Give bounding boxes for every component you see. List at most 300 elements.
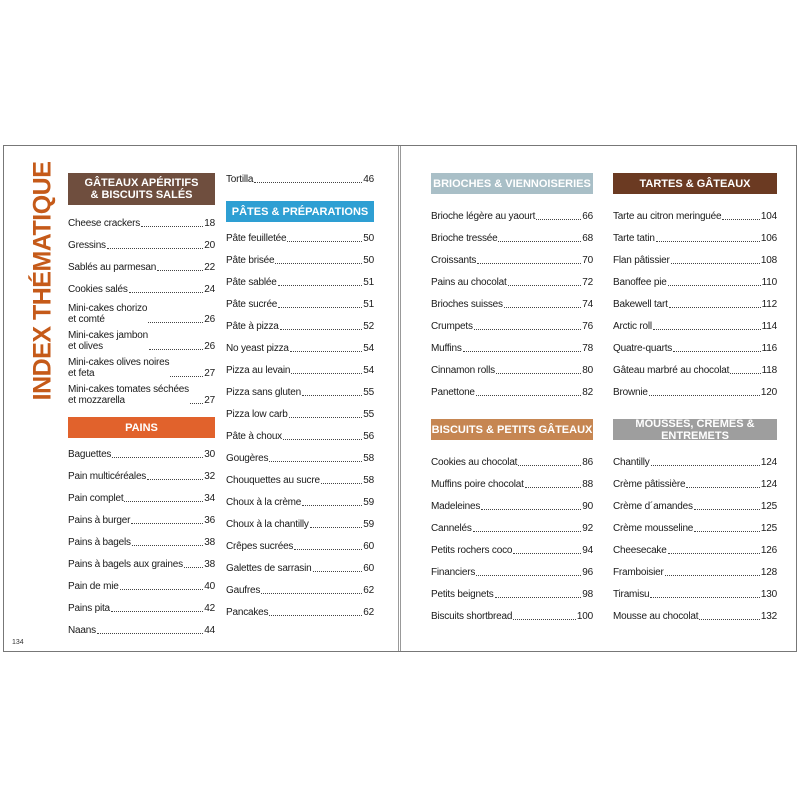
entry-page: 116 xyxy=(761,343,777,354)
entry-name: Choux à la crème xyxy=(226,497,302,508)
dot-leader xyxy=(321,483,362,484)
dot-leader xyxy=(476,575,581,576)
section-title-biscuits: BISCUITS & PETITS GÂTEAUX xyxy=(431,423,593,436)
dot-leader xyxy=(495,597,582,598)
dot-leader xyxy=(313,571,363,572)
dot-leader xyxy=(269,461,362,462)
index-entry xyxy=(68,353,215,380)
entry-name: Biscuits shortbread xyxy=(431,611,513,622)
entry-page: 92 xyxy=(582,523,593,534)
list-mousses xyxy=(613,450,777,626)
dot-leader xyxy=(463,351,582,352)
dot-leader xyxy=(649,395,760,396)
dot-leader xyxy=(513,553,581,554)
dot-leader xyxy=(650,597,760,598)
entry-page: 58 xyxy=(363,453,374,464)
index-entry xyxy=(431,560,593,582)
index-entry xyxy=(613,516,777,538)
entry-name: Naans xyxy=(68,625,96,636)
index-entry xyxy=(226,402,374,424)
right-page xyxy=(400,146,796,651)
dot-leader xyxy=(504,307,581,308)
entry-page: 54 xyxy=(363,365,374,376)
index-entry xyxy=(68,233,215,255)
entry-page: 125 xyxy=(760,523,777,534)
entry-name: Pain complet xyxy=(68,493,124,504)
entry-name: Petits beignets xyxy=(431,589,494,600)
list-pates xyxy=(226,226,374,622)
index-entry xyxy=(613,494,777,516)
entry-name: Pains à bagels xyxy=(68,537,131,548)
dot-leader xyxy=(668,553,760,554)
index-entry xyxy=(613,472,777,494)
dot-leader xyxy=(656,241,760,242)
index-entry xyxy=(226,490,374,512)
index-entry xyxy=(226,534,374,556)
dot-leader xyxy=(269,615,362,616)
column-tartes-mousses xyxy=(613,173,777,626)
section-header-pates xyxy=(226,201,374,222)
entry-name: Tarte au citron meringuée xyxy=(613,211,722,222)
dot-leader xyxy=(157,270,203,271)
entry-page: 80 xyxy=(582,365,593,376)
index-entry xyxy=(431,358,593,380)
index-entry xyxy=(68,299,215,326)
entry-page: 56 xyxy=(363,431,374,442)
entry-page: 74 xyxy=(582,299,593,310)
dot-leader xyxy=(283,439,362,440)
entry-name: Mousse au chocolat xyxy=(613,611,699,622)
dot-leader xyxy=(170,376,203,377)
entry-page: 132 xyxy=(760,611,777,622)
dot-leader xyxy=(722,219,760,220)
page-number: 134 xyxy=(12,639,24,646)
index-entry xyxy=(613,204,777,226)
section-title-tartes: TARTES & GÂTEAUX xyxy=(639,177,751,190)
entry-name: Pancakes xyxy=(226,607,269,618)
dot-leader xyxy=(111,611,203,612)
dot-leader xyxy=(694,531,760,532)
entry-page: 76 xyxy=(582,321,593,332)
entry-page: 124 xyxy=(760,457,777,468)
list-tortilla xyxy=(226,167,374,189)
dot-leader xyxy=(310,527,363,528)
dot-leader xyxy=(141,226,203,227)
entry-page: 60 xyxy=(363,563,374,574)
dot-leader xyxy=(131,523,203,524)
index-entry xyxy=(68,552,215,574)
index-entry xyxy=(68,442,215,464)
index-entry xyxy=(431,292,593,314)
entry-name: Gâteau marbré au chocolat xyxy=(613,365,730,376)
entry-name: Bakewell tart xyxy=(613,299,668,310)
entry-name: Galettes de sarrasin xyxy=(226,563,312,574)
dot-leader xyxy=(294,549,362,550)
dot-leader xyxy=(653,329,761,330)
dot-leader xyxy=(261,593,362,594)
column-pates xyxy=(226,167,374,622)
index-entry xyxy=(431,336,593,358)
index-entry xyxy=(431,516,593,538)
index-entry xyxy=(613,380,777,402)
index-entry xyxy=(431,450,593,472)
index-entry xyxy=(431,226,593,248)
entry-name: Tarte tatin xyxy=(613,233,655,244)
entry-name: Sablés au parmesan xyxy=(68,262,157,273)
entry-name: Pain multicéréales xyxy=(68,471,147,482)
column-aperitifs-pains xyxy=(68,173,215,640)
index-entry xyxy=(68,486,215,508)
index-entry xyxy=(431,380,593,402)
entry-name: Mini-cakes tomates séchées et mozzarella xyxy=(68,384,189,406)
index-entry xyxy=(68,211,215,233)
entry-page: 100 xyxy=(576,611,593,622)
index-entry xyxy=(613,538,777,560)
index-entry xyxy=(226,358,374,380)
index-entry xyxy=(226,248,374,270)
entry-page: 98 xyxy=(582,589,593,600)
index-entry xyxy=(226,380,374,402)
dot-leader xyxy=(474,329,582,330)
entry-page: 66 xyxy=(582,211,593,222)
index-entry xyxy=(226,600,374,622)
section-header-mousses xyxy=(613,419,777,440)
entry-page: 62 xyxy=(363,607,374,618)
dot-leader xyxy=(302,505,362,506)
entry-name: Cannelés xyxy=(431,523,472,534)
entry-name: Pains à bagels aux graines xyxy=(68,559,183,570)
entry-name: Baguettes xyxy=(68,449,112,460)
index-entry xyxy=(613,248,777,270)
dot-leader xyxy=(671,263,760,264)
entry-name: Brioches suisses xyxy=(431,299,503,310)
entry-page: 58 xyxy=(363,475,374,486)
index-entry xyxy=(226,424,374,446)
index-entry xyxy=(613,314,777,336)
dot-leader xyxy=(473,531,582,532)
entry-name: Croissants xyxy=(431,255,477,266)
entry-name: Pâte sablée xyxy=(226,277,277,288)
index-entry xyxy=(431,270,593,292)
entry-page: 40 xyxy=(204,581,215,592)
dot-leader xyxy=(278,285,363,286)
entry-name: Gougères xyxy=(226,453,269,464)
section-header-biscuits xyxy=(431,419,593,440)
index-entry xyxy=(431,582,593,604)
index-entry xyxy=(613,270,777,292)
entry-page: 128 xyxy=(760,567,777,578)
dot-leader xyxy=(518,465,581,466)
entry-page: 32 xyxy=(204,471,215,482)
entry-name: Mini-cakes jambon et olives xyxy=(68,330,148,352)
index-entry xyxy=(226,556,374,578)
side-title: INDEX THÉMATIQUE xyxy=(28,161,57,401)
entry-page: 82 xyxy=(582,387,593,398)
entry-page: 59 xyxy=(363,519,374,530)
index-entry xyxy=(613,336,777,358)
dot-leader xyxy=(120,589,204,590)
section-title-pates: PÂTES & PRÉPARATIONS xyxy=(231,205,369,218)
entry-name: Muffins poire chocolat xyxy=(431,479,524,490)
dot-leader xyxy=(97,633,203,634)
entry-page: 24 xyxy=(204,284,215,295)
list-pains xyxy=(68,442,215,640)
entry-page: 86 xyxy=(582,457,593,468)
entry-page: 78 xyxy=(582,343,593,354)
entry-name: Crêpes sucrées xyxy=(226,541,294,552)
entry-page: 125 xyxy=(760,501,777,512)
entry-name: Brioche tressée xyxy=(431,233,498,244)
dot-leader xyxy=(132,545,203,546)
list-brioches xyxy=(431,204,593,402)
dot-leader xyxy=(477,263,581,264)
dot-leader xyxy=(668,285,761,286)
dot-leader xyxy=(513,619,576,620)
list-tartes xyxy=(613,204,777,402)
entry-page: 38 xyxy=(204,559,215,570)
entry-page: 90 xyxy=(582,501,593,512)
entry-name: Chantilly xyxy=(613,457,650,468)
index-entry xyxy=(431,248,593,270)
dot-leader xyxy=(476,395,581,396)
index-entry xyxy=(431,472,593,494)
section-header-pains xyxy=(68,417,215,438)
entry-name: Crème mousseline xyxy=(613,523,694,534)
dot-leader xyxy=(730,373,760,374)
entry-page: 68 xyxy=(582,233,593,244)
entry-name: Cookies au chocolat xyxy=(431,457,518,468)
entry-page: 62 xyxy=(363,585,374,596)
index-entry xyxy=(431,314,593,336)
entry-name: Quatre-quarts xyxy=(613,343,673,354)
dot-leader xyxy=(129,292,204,293)
entry-name: Mini-cakes chorizo et comté xyxy=(68,303,148,325)
entry-page: 18 xyxy=(204,218,215,229)
entry-name: Choux à la chantilly xyxy=(226,519,309,530)
index-entry xyxy=(68,464,215,486)
entry-page: 44 xyxy=(204,625,215,636)
section-header-brioches xyxy=(431,173,593,194)
entry-name: Arctic roll xyxy=(613,321,652,332)
section-header-aperitifs xyxy=(68,173,215,205)
index-entry xyxy=(226,314,374,336)
index-entry xyxy=(613,604,777,626)
entry-name: Gaufres xyxy=(226,585,261,596)
index-entry xyxy=(68,255,215,277)
entry-page: 118 xyxy=(761,365,777,376)
entry-name: Framboisier xyxy=(613,567,664,578)
section-header-tartes xyxy=(613,173,777,194)
entry-page: 51 xyxy=(363,277,374,288)
entry-page: 114 xyxy=(761,321,777,332)
dot-leader xyxy=(536,219,581,220)
index-entry xyxy=(613,226,777,248)
index-entry xyxy=(226,578,374,600)
entry-name: Pains à burger xyxy=(68,515,131,526)
entry-page: 106 xyxy=(760,233,777,244)
entry-page: 27 xyxy=(204,395,215,406)
entry-name: Madeleines xyxy=(431,501,481,512)
dot-leader xyxy=(278,307,362,308)
dot-leader xyxy=(694,509,760,510)
entry-name: Crumpets xyxy=(431,321,473,332)
entry-page: 112 xyxy=(761,299,777,310)
index-entry xyxy=(226,336,374,358)
dot-leader xyxy=(124,501,203,502)
index-entry xyxy=(68,530,215,552)
book-spread xyxy=(3,145,797,652)
dot-leader xyxy=(496,373,581,374)
entry-page: 60 xyxy=(363,541,374,552)
entry-page: 104 xyxy=(760,211,777,222)
dot-leader xyxy=(699,619,760,620)
index-entry xyxy=(68,380,215,407)
dot-leader xyxy=(665,575,760,576)
entry-page: 34 xyxy=(204,493,215,504)
entry-page: 55 xyxy=(363,409,374,420)
entry-page: 126 xyxy=(760,545,777,556)
entry-name: Cinnamon rolls xyxy=(431,365,495,376)
entry-page: 22 xyxy=(204,262,215,273)
entry-name: No yeast pizza xyxy=(226,343,289,354)
dot-leader xyxy=(302,395,362,396)
entry-page: 26 xyxy=(204,341,215,352)
entry-name: Pâte brisée xyxy=(226,255,275,266)
section-title-aperitifs: GÂTEAUX APÉRITIFS & BISCUITS SALÉS xyxy=(84,177,199,201)
entry-name: Tiramisu xyxy=(613,589,650,600)
entry-name: Pain de mie xyxy=(68,581,119,592)
dot-leader xyxy=(498,241,581,242)
entry-page: 30 xyxy=(204,449,215,460)
entry-page: 55 xyxy=(363,387,374,398)
index-entry xyxy=(226,468,374,490)
entry-page: 70 xyxy=(582,255,593,266)
entry-name: Muffins xyxy=(431,343,462,354)
dot-leader xyxy=(280,329,363,330)
entry-name: Tortilla xyxy=(226,174,254,185)
index-entry xyxy=(431,538,593,560)
entry-name: Cheese crackers xyxy=(68,218,141,229)
dot-leader xyxy=(275,263,362,264)
index-entry xyxy=(226,226,374,248)
entry-name: Cheesecake xyxy=(613,545,667,556)
entry-name: Banoffee pie xyxy=(613,277,667,288)
entry-page: 72 xyxy=(582,277,593,288)
entry-name: Brownie xyxy=(613,387,648,398)
index-entry xyxy=(68,618,215,640)
entry-name: Panettone xyxy=(431,387,475,398)
entry-name: Flan pâtissier xyxy=(613,255,670,266)
dot-leader xyxy=(287,241,362,242)
dot-leader xyxy=(148,322,203,323)
index-entry xyxy=(68,596,215,618)
entry-page: 96 xyxy=(582,567,593,578)
entry-page: 110 xyxy=(761,277,777,288)
entry-page: 20 xyxy=(204,240,215,251)
entry-name: Pizza sans gluten xyxy=(226,387,301,398)
index-entry xyxy=(226,446,374,468)
entry-page: 50 xyxy=(363,255,374,266)
index-entry xyxy=(68,508,215,530)
dot-leader xyxy=(147,479,203,480)
index-entry xyxy=(613,450,777,472)
list-aperitifs xyxy=(68,211,215,407)
entry-page: 26 xyxy=(204,314,215,325)
entry-name: Brioche légère au yaourt xyxy=(431,211,536,222)
dot-leader xyxy=(290,351,362,352)
dot-leader xyxy=(254,182,362,183)
entry-name: Pâte feuilletée xyxy=(226,233,287,244)
dot-leader xyxy=(291,373,362,374)
entry-name: Crème pâtissière xyxy=(613,479,686,490)
side-title-wrap xyxy=(28,161,58,401)
entry-name: Pâte à pizza xyxy=(226,321,279,332)
dot-leader xyxy=(673,351,761,352)
entry-page: 38 xyxy=(204,537,215,548)
index-entry xyxy=(226,167,374,189)
dot-leader xyxy=(669,307,761,308)
entry-name: Chouquettes au sucre xyxy=(226,475,320,486)
entry-page: 124 xyxy=(760,479,777,490)
entry-page: 51 xyxy=(363,299,374,310)
index-entry xyxy=(613,560,777,582)
index-entry xyxy=(613,292,777,314)
section-title-pains: PAINS xyxy=(125,421,158,434)
entry-page: 46 xyxy=(363,174,374,185)
index-entry xyxy=(613,358,777,380)
entry-page: 52 xyxy=(363,321,374,332)
entry-name: Gressins xyxy=(68,240,106,251)
dot-leader xyxy=(686,487,760,488)
index-entry xyxy=(431,204,593,226)
entry-name: Mini-cakes olives noires et feta xyxy=(68,357,170,379)
list-biscuits xyxy=(431,450,593,626)
dot-leader xyxy=(651,465,760,466)
entry-page: 120 xyxy=(760,387,777,398)
entry-name: Financiers xyxy=(431,567,476,578)
entry-page: 42 xyxy=(204,603,215,614)
entry-page: 36 xyxy=(204,515,215,526)
dot-leader xyxy=(149,349,203,350)
index-entry xyxy=(431,494,593,516)
entry-page: 94 xyxy=(582,545,593,556)
entry-name: Pizza au levain xyxy=(226,365,291,376)
entry-name: Cookies salés xyxy=(68,284,128,295)
index-entry xyxy=(68,326,215,353)
section-title-mousses: MOUSSES, CRÈMES & ENTREMETS xyxy=(635,417,755,442)
index-entry xyxy=(68,277,215,299)
dot-leader xyxy=(190,403,203,404)
index-entry xyxy=(226,512,374,534)
entry-page: 54 xyxy=(363,343,374,354)
dot-leader xyxy=(481,509,581,510)
entry-name: Pains pita xyxy=(68,603,110,614)
dot-leader xyxy=(508,285,582,286)
index-entry xyxy=(226,270,374,292)
dot-leader xyxy=(112,457,203,458)
dot-leader xyxy=(525,487,582,488)
entry-name: Crème d´amandes xyxy=(613,501,693,512)
section-title-brioches: BRIOCHES & VIENNOISERIES xyxy=(433,177,591,190)
entry-page: 27 xyxy=(204,368,215,379)
entry-page: 50 xyxy=(363,233,374,244)
entry-name: Pains au chocolat xyxy=(431,277,507,288)
left-page xyxy=(4,146,399,651)
column-brioches-biscuits xyxy=(431,173,593,626)
entry-name: Petits rochers coco xyxy=(431,545,513,556)
entry-page: 130 xyxy=(760,589,777,600)
entry-name: Pâte à choux xyxy=(226,431,282,442)
